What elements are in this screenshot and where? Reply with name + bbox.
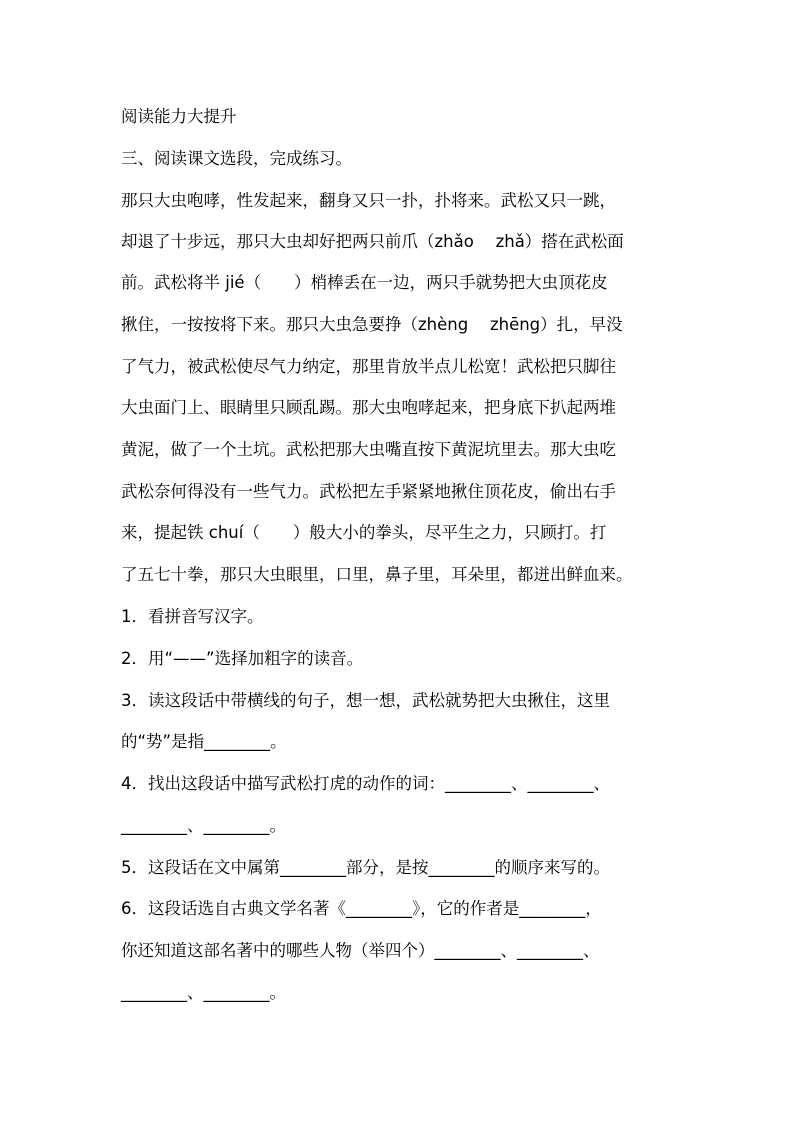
question-4-continued: ________、________。 xyxy=(121,816,286,835)
passage-line: 来，提起铁 chuí（ ）般大小的拳头，尽平生之力，只顾打。打 xyxy=(121,523,607,542)
passage-line: 了气力，被武松使尽气力纳定，那里肯放半点儿松宽！武松把只脚往 xyxy=(121,357,616,376)
passage-line: 武松奈何得没有一些气力。武松把左手紧紧地揪住顶花皮，偷出右手 xyxy=(121,482,616,501)
question-6-continued-2: ________、________。 xyxy=(121,983,286,1002)
passage-line: 大虫面门上、眼睛里只顾乱踢。那大虫咆哮起来，把身底下扒起两堆 xyxy=(121,398,616,417)
question-6-continued: 你还知道这部名著中的哪些人物（举四个）________、________、 xyxy=(121,941,600,960)
passage-line: 了五七十拳，那只大虫眼里，口里，鼻子里，耳朵里，都迸出鲜血来。 xyxy=(121,565,633,584)
section-heading: 阅读能力大提升 xyxy=(121,107,237,126)
passage-line: 那只大虫咆哮，性发起来，翻身又只一扑，扑将来。武松又只一跳， xyxy=(121,191,616,210)
passage-line: 前。武松将半 jié（ ）梢棒丢在一边，两只手就势把大虫顶花皮 xyxy=(121,273,608,292)
question-1: 1．看拼音写汉字。 xyxy=(121,607,264,626)
question-3: 3．读这段话中带横线的句子，想一想，武松就势把大虫揪住，这里 xyxy=(121,691,610,710)
question-6: 6．这段话选自古典文学名著《________》，它的作者是________， xyxy=(121,899,602,918)
question-3-continued: 的“势”是指________。 xyxy=(121,732,287,751)
passage-line: 却退了十步远，那只大虫却好把两只前爪（zhǎo zhǎ）搭在武松面 xyxy=(121,232,624,251)
question-5: 5．这段话在文中属第________部分，是按________的顺序来写的。 xyxy=(121,858,610,877)
part-title: 三、阅读课文选段，完成练习。 xyxy=(121,149,352,168)
question-4: 4．找出这段话中描写武松打虎的动作的词：________、________、 xyxy=(121,774,610,793)
passage-line: 揪住，一按按将下来。那只大虫急要挣（zhèng zhēng）扎，早没 xyxy=(121,315,623,334)
passage-line: 黄泥，做了一个土坑。武松把那大虫嘴直按下黄泥坑里去。那大虫吃 xyxy=(121,440,616,459)
question-2: 2．用“——”选择加粗字的读音。 xyxy=(121,649,364,668)
